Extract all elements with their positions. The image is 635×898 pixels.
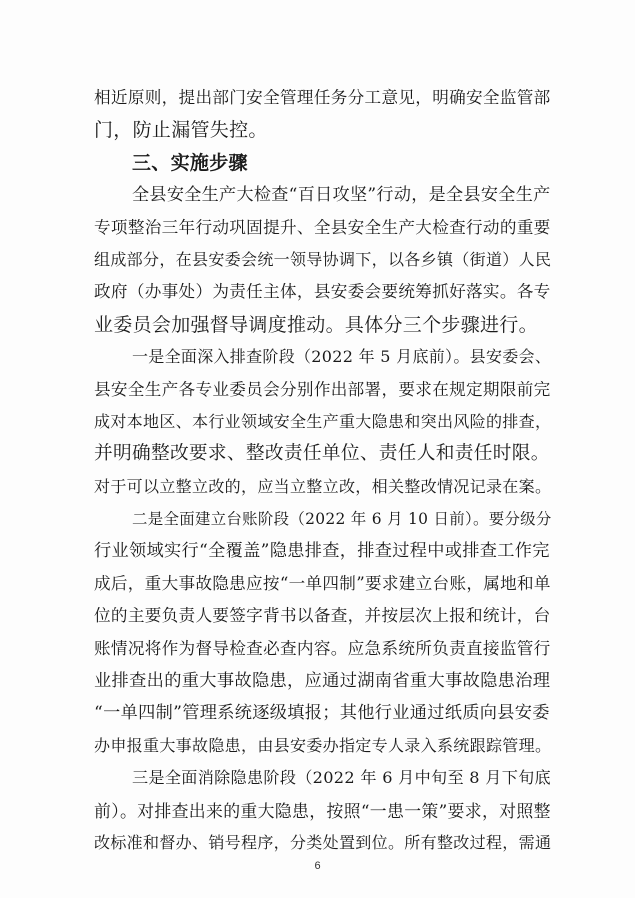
text-line: 相近原则，提出部门安全管理任务分工意见，明确安全监管部 [94, 88, 551, 107]
paragraph-start: 一是全面深入排查阶段（2022 年 5 月底前）。县安委会、 [132, 347, 552, 367]
text-line: 业排查出的重大事故隐患，应通过湖南省重大事故隐患治理 [94, 671, 551, 692]
text-line: 县安全生产各专业委员会分别作出部署，要求在规定期限前完 [94, 379, 551, 399]
body-text [94, 82, 550, 859]
text-line: 业委员会加强督导调度推动。具体分三个步骤进行。 [94, 313, 538, 336]
text-line: 组成部分，在县安委会统一领导协调下，以各乡镇（街道）人民 [94, 249, 552, 269]
text-line: 成对本地区、本行业领域安全生产重大隐患和突出风险的排查， [94, 411, 552, 431]
paragraph-start: 二是全面建立台账阶段（2022 年 6 月 10 日前）。要分级分 [132, 510, 552, 529]
text-line: 行业领域实行“全覆盖”隐患排查，排查过程中或排查工作完 [94, 541, 550, 562]
section-heading: 三、实施步骤 [132, 151, 248, 174]
paragraph-start: 三是全面消除隐患阶段（2022 年 6 月中旬至 8 月下旬底 [132, 768, 551, 788]
page-number: 6 [314, 860, 321, 872]
text-line: 并明确整改要求、整改责任单位、责任人和责任时限。 [94, 443, 550, 465]
text-line: 前）。对排查出来的重大隐患，按照“一患一策”要求，对照整 [94, 800, 551, 821]
text-line: 成后，重大事故隐患应按“一单四制”要求建立台账，属地和单 [94, 573, 551, 593]
text-line: 对于可以立整立改的，应当立整立改，相关整改情况记录在案。 [94, 476, 552, 496]
text-line: 位的主要负责人要签字背书以备查，并按层次上报和统计，台 [94, 606, 551, 626]
text-line: 办申报重大事故隐患，由县安委办指定专人录入系统跟踪管理。 [94, 735, 552, 755]
text-line: 门，防止漏管失控。 [94, 119, 268, 142]
text-line: “一单四制”管理系统逐级填报；其他行业通过纸质向县安委 [94, 703, 550, 724]
paragraph-start: 全县安全生产大检查“百日攻坚”行动，是全县安全生产 [132, 185, 551, 206]
text-line: 改标准和督办、销号程序，分类处置到位。所有整改过程，需通 [94, 832, 552, 852]
text-line: 账情况将作为督导检查必查内容。应急系统所负责直接监管行 [94, 638, 551, 658]
text-line: 专项整治三年行动巩固提升、全县安全生产大检查行动的重要 [94, 217, 551, 237]
text-line: 政府（办事处）为责任主体，县安委会要统筹抓好落实。各专 [94, 282, 551, 302]
